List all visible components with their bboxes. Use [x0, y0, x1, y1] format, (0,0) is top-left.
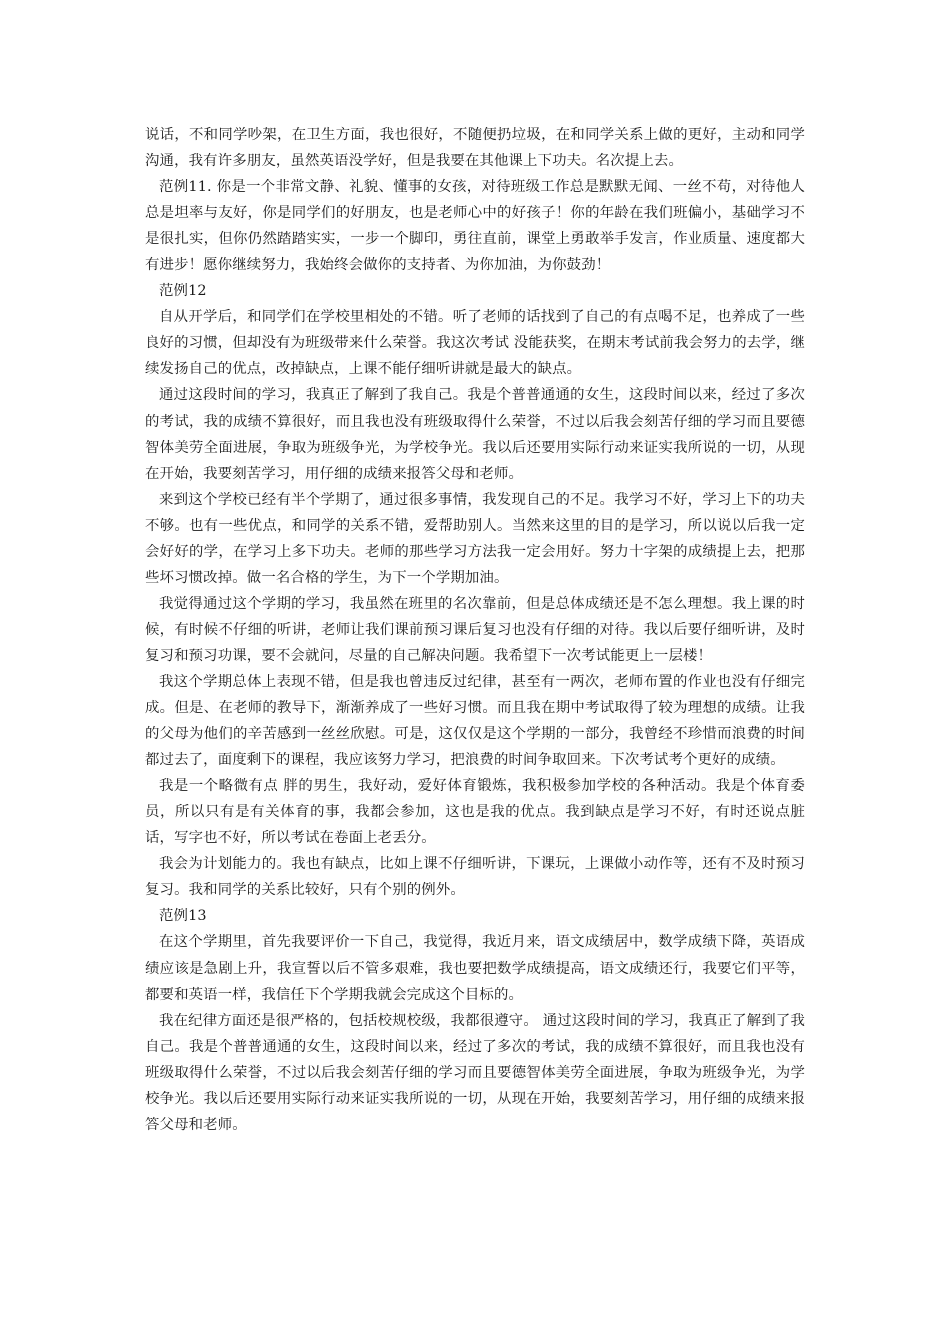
paragraph: 在这个学期里，首先我要评价一下自己，我觉得，我近月来，语文成绩居中，数学成绩下降，英语成绩应该是急剧上升，我宣誓以后不管多艰难，我也要把数学成绩提高，语文成绩还行，我要它们平等，都要和英语一样，我信任下个学期我就会完成这个目标的。: [145, 934, 805, 1003]
paragraph-example-11: 范例11. 你是一个非常文静、礼貌、懂事的女孩，对待班级工作总是默默无闻、一丝不苟，对待他人总是坦率与友好，你是同学们的好朋友，也是老师心中的好孩子！你的年龄在我们班偏小，基础学习不是很扎实，但你仍然踏踏实实，一步一个脚印，勇往直前，课堂上勇敢举手发言，作业质量、速度都大有进步！愿你继续努力，我始终会做你的支持者、为你加油，为你鼓劲！: [145, 179, 805, 274]
paragraph: 通过这段时间的学习，我真正了解到了我自己。我是个普普通通的女生，这段时间以来，经过了多次的考试，我的成绩不算很好，而且我也没有班级取得什么荣誉，不过以后我会刻苦仔细的学习而且要德智体美劳全面进展，争取为班级争光，为学校争光。我以后还要用实际行动来证实我所说的一切，从现在开始，我要刻苦学习，用仔细的成绩来报答父母和老师。: [145, 387, 805, 482]
paragraph: 我这个学期总体上表现不错，但是我也曾违反过纪律，甚至有一两次，老师布置的作业也没有仔细完成。但是、在老师的教导下，渐渐养成了一些好习惯。而且我在期中考试取得了较为理想的成绩。让我的父母为他们的辛苦感到一丝丝欣慰。可是，这仅仅是这个学期的一部分，我曾经不珍惜而浪费的时间都过去了，面度剩下的课程，我应该努力学习，把浪费的时间争取回来。下次考试考个更好的成绩。: [145, 673, 805, 769]
document-body: [145, 122, 805, 1138]
paragraph: 自从开学后，和同学们在学校里相处的不错。听了老师的话找到了自己的有点喝不足，也养成了一些良好的习惯，但却没有为班级带来什么荣誉。我这次考试 没能获奖，在期末考试前我会努力的去学，继续发扬自己的优点，改掉缺点，上课不能仔细听讲就是最大的缺点。: [145, 309, 805, 378]
heading-example-13: 范例13: [159, 908, 207, 925]
paragraph: 我在纪律方面还是很严格的，包括校规校级，我都很遵守。 通过这段时间的学习，我真正了解到了我自己。我是个普普通通的女生，这段时间以来，经过了多次的考试，我的成绩不算很好，而且我也没有班级取得什么荣誉，不过以后我会刻苦仔细的学习而且要德智体美劳全面进展，争取为班级争光，为学校争光。我以后还要用实际行动来证实我所说的一切，从现在开始，我要刻苦学习，用仔细的成绩来报答父母和老师。: [145, 1012, 805, 1133]
heading-example-12: 范例12: [159, 283, 207, 300]
paragraph: 我是一个略微有点 胖的男生，我好动，爱好体育锻炼，我积极参加学校的各种活动。我是个体育委员，所以只有是有关体育的事，我都会参加，这也是我的优点。我到缺点是学习不好，有时还说点脏话，写字也不好，所以考试在卷面上老丢分。: [145, 778, 805, 847]
paragraph: 我会为计划能力的。我也有缺点，比如上课不仔细听讲，下课玩，上课做小动作等，还有不及时预习 复习。我和同学的关系比较好，只有个别的例外。: [145, 856, 805, 899]
paragraph: 来到这个学校已经有半个学期了，通过很多事情，我发现自己的不足。我学习不好，学习上下的功夫不够。也有一些优点，和同学的关系不错，爱帮助别人。当然来这里的目的是学习，所以说以后我一定会好好的学，在学习上多下功夫。老师的那些学习方法我一定会用好。努力十字架的成绩提上去，把那些坏习惯改掉。做一名合格的学生，为下一个学期加油。: [145, 491, 805, 586]
paragraph: 我觉得通过这个学期的学习，我虽然在班里的名次靠前，但是总体成绩还是不怎么理想。我上课的时候，有时候不仔细的听讲，老师让我们课前预习课后复习也没有仔细的对待。我以后要仔细听讲，及时复习和预习功课，要不会就问，尽量的自己解决问题。我希望下一次考试能更上一层楼！: [145, 595, 805, 664]
paragraph-continuation: 说话，不和同学吵架，在卫生方面，我也很好，不随便扔垃圾，在和同学关系上做的更好，主动和同学沟通，我有许多朋友，虽然英语没学好，但是我要在其他课上下功夫。名次提上去。: [145, 127, 805, 170]
